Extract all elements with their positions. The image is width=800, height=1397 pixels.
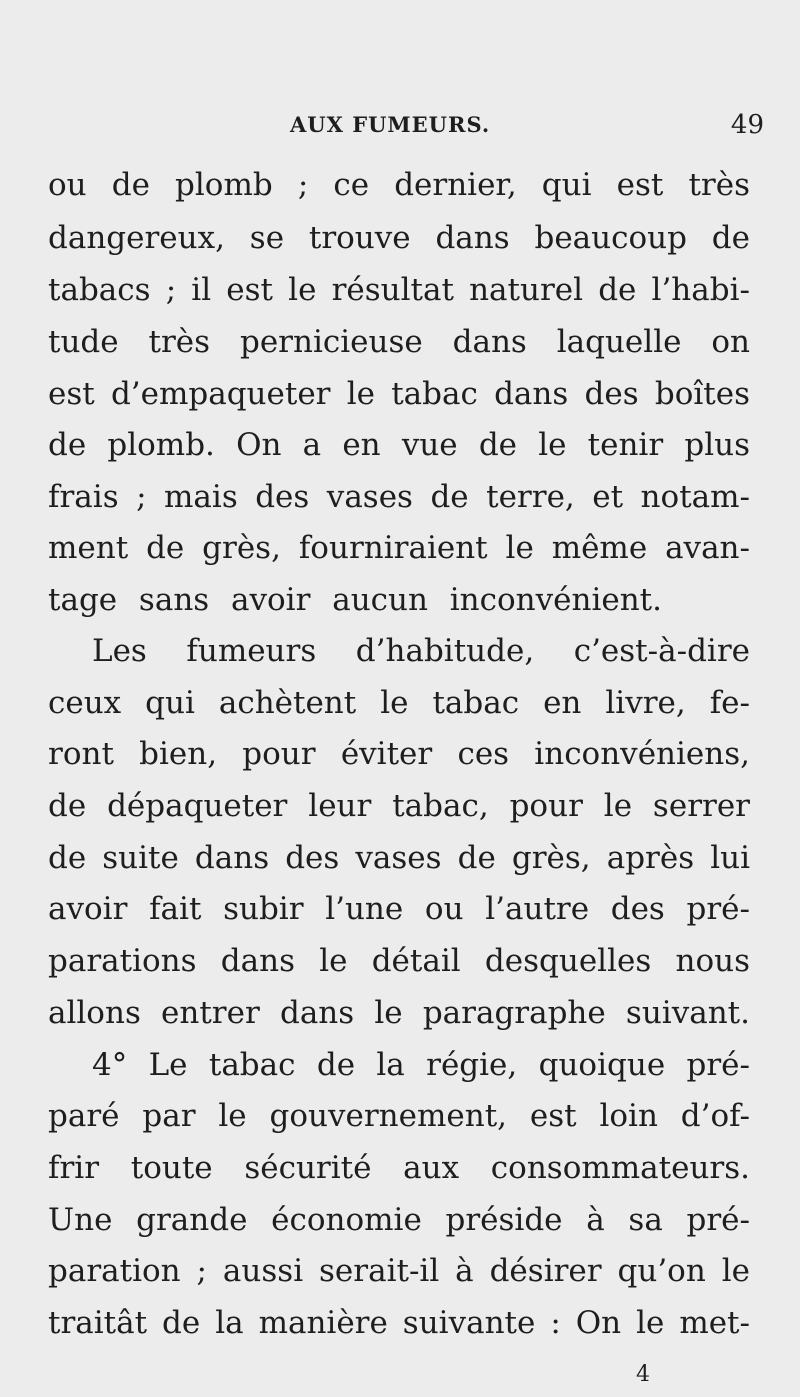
- text-line: Une grande économie préside à sa pré-: [48, 1202, 750, 1238]
- text-line: tabacs ; il est le résultat naturel de l’habi-: [48, 272, 750, 308]
- page-number: 49: [730, 110, 764, 140]
- signature-mark: 4: [636, 1362, 650, 1387]
- text-line: allons entrer dans le paragraphe suivant.: [48, 995, 750, 1031]
- text-line: paré par le gouvernement, est loin d’of-: [48, 1098, 750, 1134]
- text-line: de suite dans des vases de grès, après lui: [48, 840, 750, 876]
- running-head-title: AUX FUMEURS.: [290, 112, 491, 137]
- text-line: ment de grès, fourniraient le même avan-: [48, 530, 750, 566]
- text-line: ront bien, pour éviter ces inconvéniens,: [48, 736, 750, 772]
- text-line: tage sans avoir aucun inconvénient.: [48, 582, 662, 618]
- text-line: 4° Le tabac de la régie, quoique pré-: [92, 1047, 750, 1083]
- text-line: ceux qui achètent le tabac en livre, fe-: [48, 685, 750, 721]
- text-line: avoir fait subir l’une ou l’autre des pré-: [48, 891, 750, 927]
- text-line: frir toute sécurité aux consommateurs.: [48, 1150, 750, 1186]
- text-line: est d’empaqueter le tabac dans des boîtes: [48, 376, 750, 412]
- text-line: ou de plomb ; ce dernier, qui est très: [48, 167, 750, 203]
- text-line: traitât de la manière suivante : On le met-: [48, 1305, 750, 1341]
- text-line: paration ; aussi serait-il à désirer qu’on le: [48, 1253, 750, 1289]
- text-line: de plomb. On a en vue de le tenir plus: [48, 427, 750, 463]
- text-line: Les fumeurs d’habitude, c’est-à-dire: [92, 633, 750, 669]
- text-line: frais ; mais des vases de terre, et notam-: [48, 479, 750, 515]
- text-line: parations dans le détail desquelles nous: [48, 943, 750, 979]
- text-line: tude très pernicieuse dans laquelle on: [48, 324, 750, 360]
- text-line: dangereux, se trouve dans beaucoup de: [48, 220, 750, 256]
- text-line: de dépaqueter leur tabac, pour le serrer: [48, 788, 750, 824]
